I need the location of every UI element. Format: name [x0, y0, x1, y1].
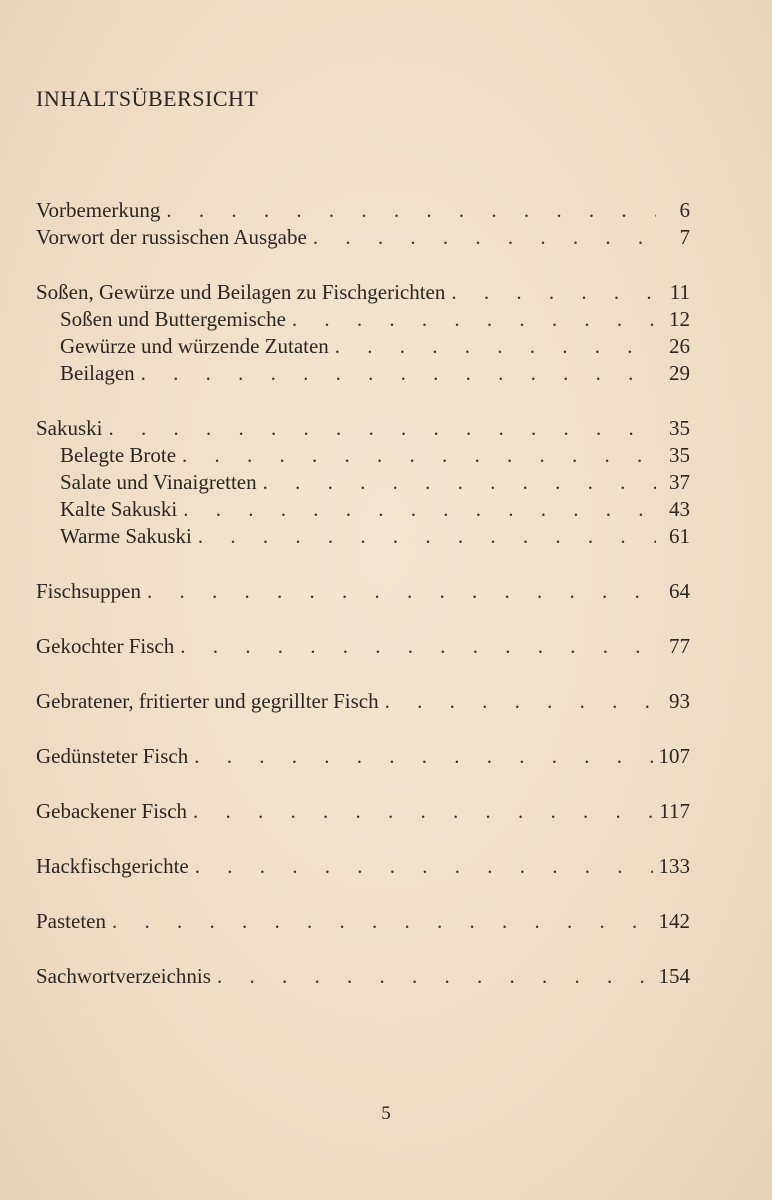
entry-page-number: 133: [658, 854, 690, 878]
dot-leader: [194, 743, 652, 770]
section-spacer: [36, 715, 690, 743]
toc-entry: [36, 279, 690, 306]
section-spacer: [36, 660, 690, 688]
toc-entry: [36, 688, 690, 715]
entry-title: Gebratener, fritierter und gegrillter Fisch: [36, 689, 379, 713]
entry-title: Warme Sakuski: [60, 524, 192, 548]
entry-page-number: 142: [658, 909, 690, 933]
dot-leader: [217, 963, 653, 990]
toc-subentry: [36, 523, 690, 550]
dot-leader: [112, 908, 653, 935]
section-spacer: [36, 825, 690, 853]
section-spacer: [36, 935, 690, 963]
entry-title: Vorwort der russischen Ausgabe: [36, 225, 307, 249]
toc-entry: [36, 908, 690, 935]
entry-page-number: 64: [669, 579, 690, 603]
entry-title: Soßen und Buttergemische: [60, 307, 286, 331]
dot-leader: [335, 333, 656, 360]
toc-subentry: [36, 306, 690, 333]
dot-leader: [263, 469, 656, 496]
section-spacer: [36, 550, 690, 578]
entry-title: Belegte Brote: [60, 443, 177, 467]
entry-title: Beilagen: [60, 361, 135, 385]
entry-title: Sachwortverzeichnis: [36, 964, 211, 988]
entry-title: Sakuski: [36, 416, 103, 440]
dot-leader: [313, 224, 656, 251]
section-spacer: [36, 605, 690, 633]
toc-entry: [36, 633, 690, 660]
dot-leader: [198, 523, 656, 550]
entry-page-number: 7: [679, 225, 690, 249]
entry-page-number: 117: [659, 799, 690, 823]
entry-page-number: 154: [658, 964, 690, 988]
entry-title: Salate und Vinaigretten: [60, 470, 257, 494]
dot-leader: [109, 415, 656, 442]
dot-leader: [451, 279, 656, 306]
toc-entry: [36, 197, 690, 224]
entry-title: Kalte Sakuski: [60, 497, 178, 521]
dot-leader: [180, 633, 656, 660]
entry-title: Vorbemerkung: [36, 198, 161, 222]
dot-leader: [141, 360, 656, 387]
toc-entry: [36, 578, 690, 605]
table-of-contents: [36, 197, 690, 990]
entry-title: Gebackener Fisch: [36, 799, 188, 823]
dot-leader: [166, 197, 656, 224]
toc-entry: [36, 224, 690, 251]
entry-page-number: 43: [669, 497, 690, 521]
dot-leader: [147, 578, 656, 605]
toc-entry: [36, 743, 690, 770]
page-number: 5: [381, 1103, 391, 1124]
entry-title: Gewürze und würzende Zutaten: [60, 334, 329, 358]
entry-title: Gedünsteter Fisch: [36, 744, 189, 768]
section-spacer: [36, 387, 690, 415]
entry-page-number: 11: [669, 280, 690, 304]
dot-leader: [385, 688, 656, 715]
toc-subentry: [36, 442, 690, 469]
toc-entry: [36, 798, 690, 825]
dot-leader: [193, 798, 653, 825]
entry-page-number: 12: [669, 307, 690, 331]
section-spacer: [36, 251, 690, 279]
entry-page-number: 107: [658, 744, 690, 768]
toc-subentry: [36, 360, 690, 387]
entry-page-number: 37: [669, 470, 690, 494]
toc-entry: [36, 415, 690, 442]
toc-subentry: [36, 333, 690, 360]
entry-page-number: 29: [669, 361, 690, 385]
section-spacer: [36, 770, 690, 798]
entry-page-number: 93: [669, 689, 690, 713]
entry-page-number: 35: [669, 443, 690, 467]
entry-page-number: 6: [679, 198, 690, 222]
dot-leader: [195, 853, 653, 880]
entry-title: Pasteten: [36, 909, 106, 933]
dot-leader: [292, 306, 656, 333]
entry-title: Gekochter Fisch: [36, 634, 175, 658]
section-spacer: [36, 880, 690, 908]
entry-page-number: 26: [669, 334, 690, 358]
entry-page-number: 77: [669, 634, 690, 658]
entry-title: Soßen, Gewürze und Beilagen zu Fischgerichten: [36, 280, 446, 304]
toc-entry: [36, 963, 690, 990]
entry-page-number: 61: [669, 524, 690, 548]
entry-page-number: 35: [669, 416, 690, 440]
toc-subentry: [36, 496, 690, 523]
entry-title: Fischsuppen: [36, 579, 141, 603]
dot-leader: [182, 442, 656, 469]
dot-leader: [183, 496, 656, 523]
entry-title: Hackfischgerichte: [36, 854, 189, 878]
page-title: INHALTSÜBERSICHT: [36, 86, 259, 111]
toc-entry: [36, 853, 690, 880]
toc-subentry: [36, 469, 690, 496]
